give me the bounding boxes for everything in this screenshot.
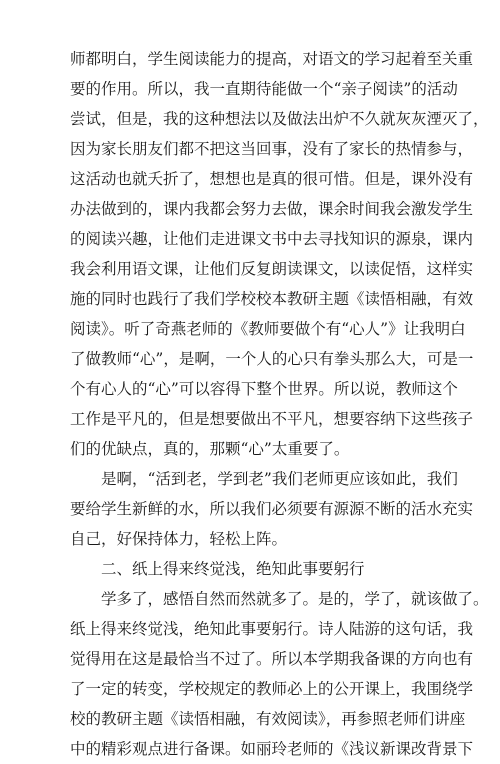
text-line-1: 师都明白，学生阅读能力的提高，对语文的学习起着至关重 <box>70 50 474 68</box>
text-line-15: 是啊，“活到老，学到老”我们老师更应该如此，我们 <box>101 470 458 488</box>
text-line-20: 纸上得来终觉浅，绝知此事要躬行。诗人陆游的这句话，我 <box>70 620 474 638</box>
text-line-12: 个有心人的“心”可以容得下整个世界。所以说，教师这个 <box>70 380 458 398</box>
text-line-13: 工作是平凡的，但是想要做出不平凡，想要容纳下这些孩子 <box>70 410 474 428</box>
text-line-5: 这活动也就夭折了，想想也是真的很可惜。但是，课外没有 <box>70 170 474 188</box>
text-line-10: 阅读》。听了奇燕老师的《教师要做个有“心人”》让我明白 <box>70 320 466 338</box>
text-line-23: 校的教研主题《读悟相融，有效阅读》，再参照老师们讲座 <box>70 710 466 728</box>
text-line-3: 尝试，但是，我的这种想法以及做法出炉不久就灰灰湮灭了， <box>70 110 489 128</box>
text-line-6: 办法做到的，课内我都会努力去做，课余时间我会激发学生 <box>70 200 474 218</box>
text-line-19: 学多了，感悟自然而然就多了。是的，学了，就该做了。 <box>101 590 489 608</box>
text-line-11: 了做教师“心”，是啊，一个人的心只有拳头那么大，可是一 <box>70 350 474 368</box>
text-line-17: 自己，好保持体力，轻松上阵。 <box>70 530 288 548</box>
text-line-7: 的阅读兴趣，让他们走进课文书中去寻找知识的源泉，课内 <box>70 230 474 248</box>
section-heading: 二、纸上得来终觉浅，绝知此事要躬行 <box>101 560 365 578</box>
document-page <box>70 44 489 764</box>
text-line-4: 因为家长朋友们都不把这当回事，没有了家长的热情参与， <box>70 140 474 158</box>
text-line-8: 我会利用语文课，让他们反复朗读课文，以读促悟，这样实 <box>70 260 474 278</box>
text-line-2: 要的作用。所以，我一直期待能做一个“亲子阅读”的活动 <box>70 80 458 98</box>
text-line-21: 觉得用在这是最恰当不过了。所以本学期我备课的方向也有 <box>70 650 474 668</box>
text-line-22: 了一定的转变，学校规定的教师必上的公开课上，我围绕学 <box>70 680 474 698</box>
text-line-24: 中的精彩观点进行备课。如丽玲老师的《浅议新课改背景下 <box>70 740 474 758</box>
text-line-14: 们的优缺点，真的，那颗“心”太重要了。 <box>70 440 350 458</box>
text-line-16: 要给学生新鲜的水，所以我们必须要有源源不断的活水充实 <box>70 500 474 518</box>
text-line-9: 施的同时也践行了我们学校校本教研主题《读悟相融，有效 <box>70 290 474 308</box>
